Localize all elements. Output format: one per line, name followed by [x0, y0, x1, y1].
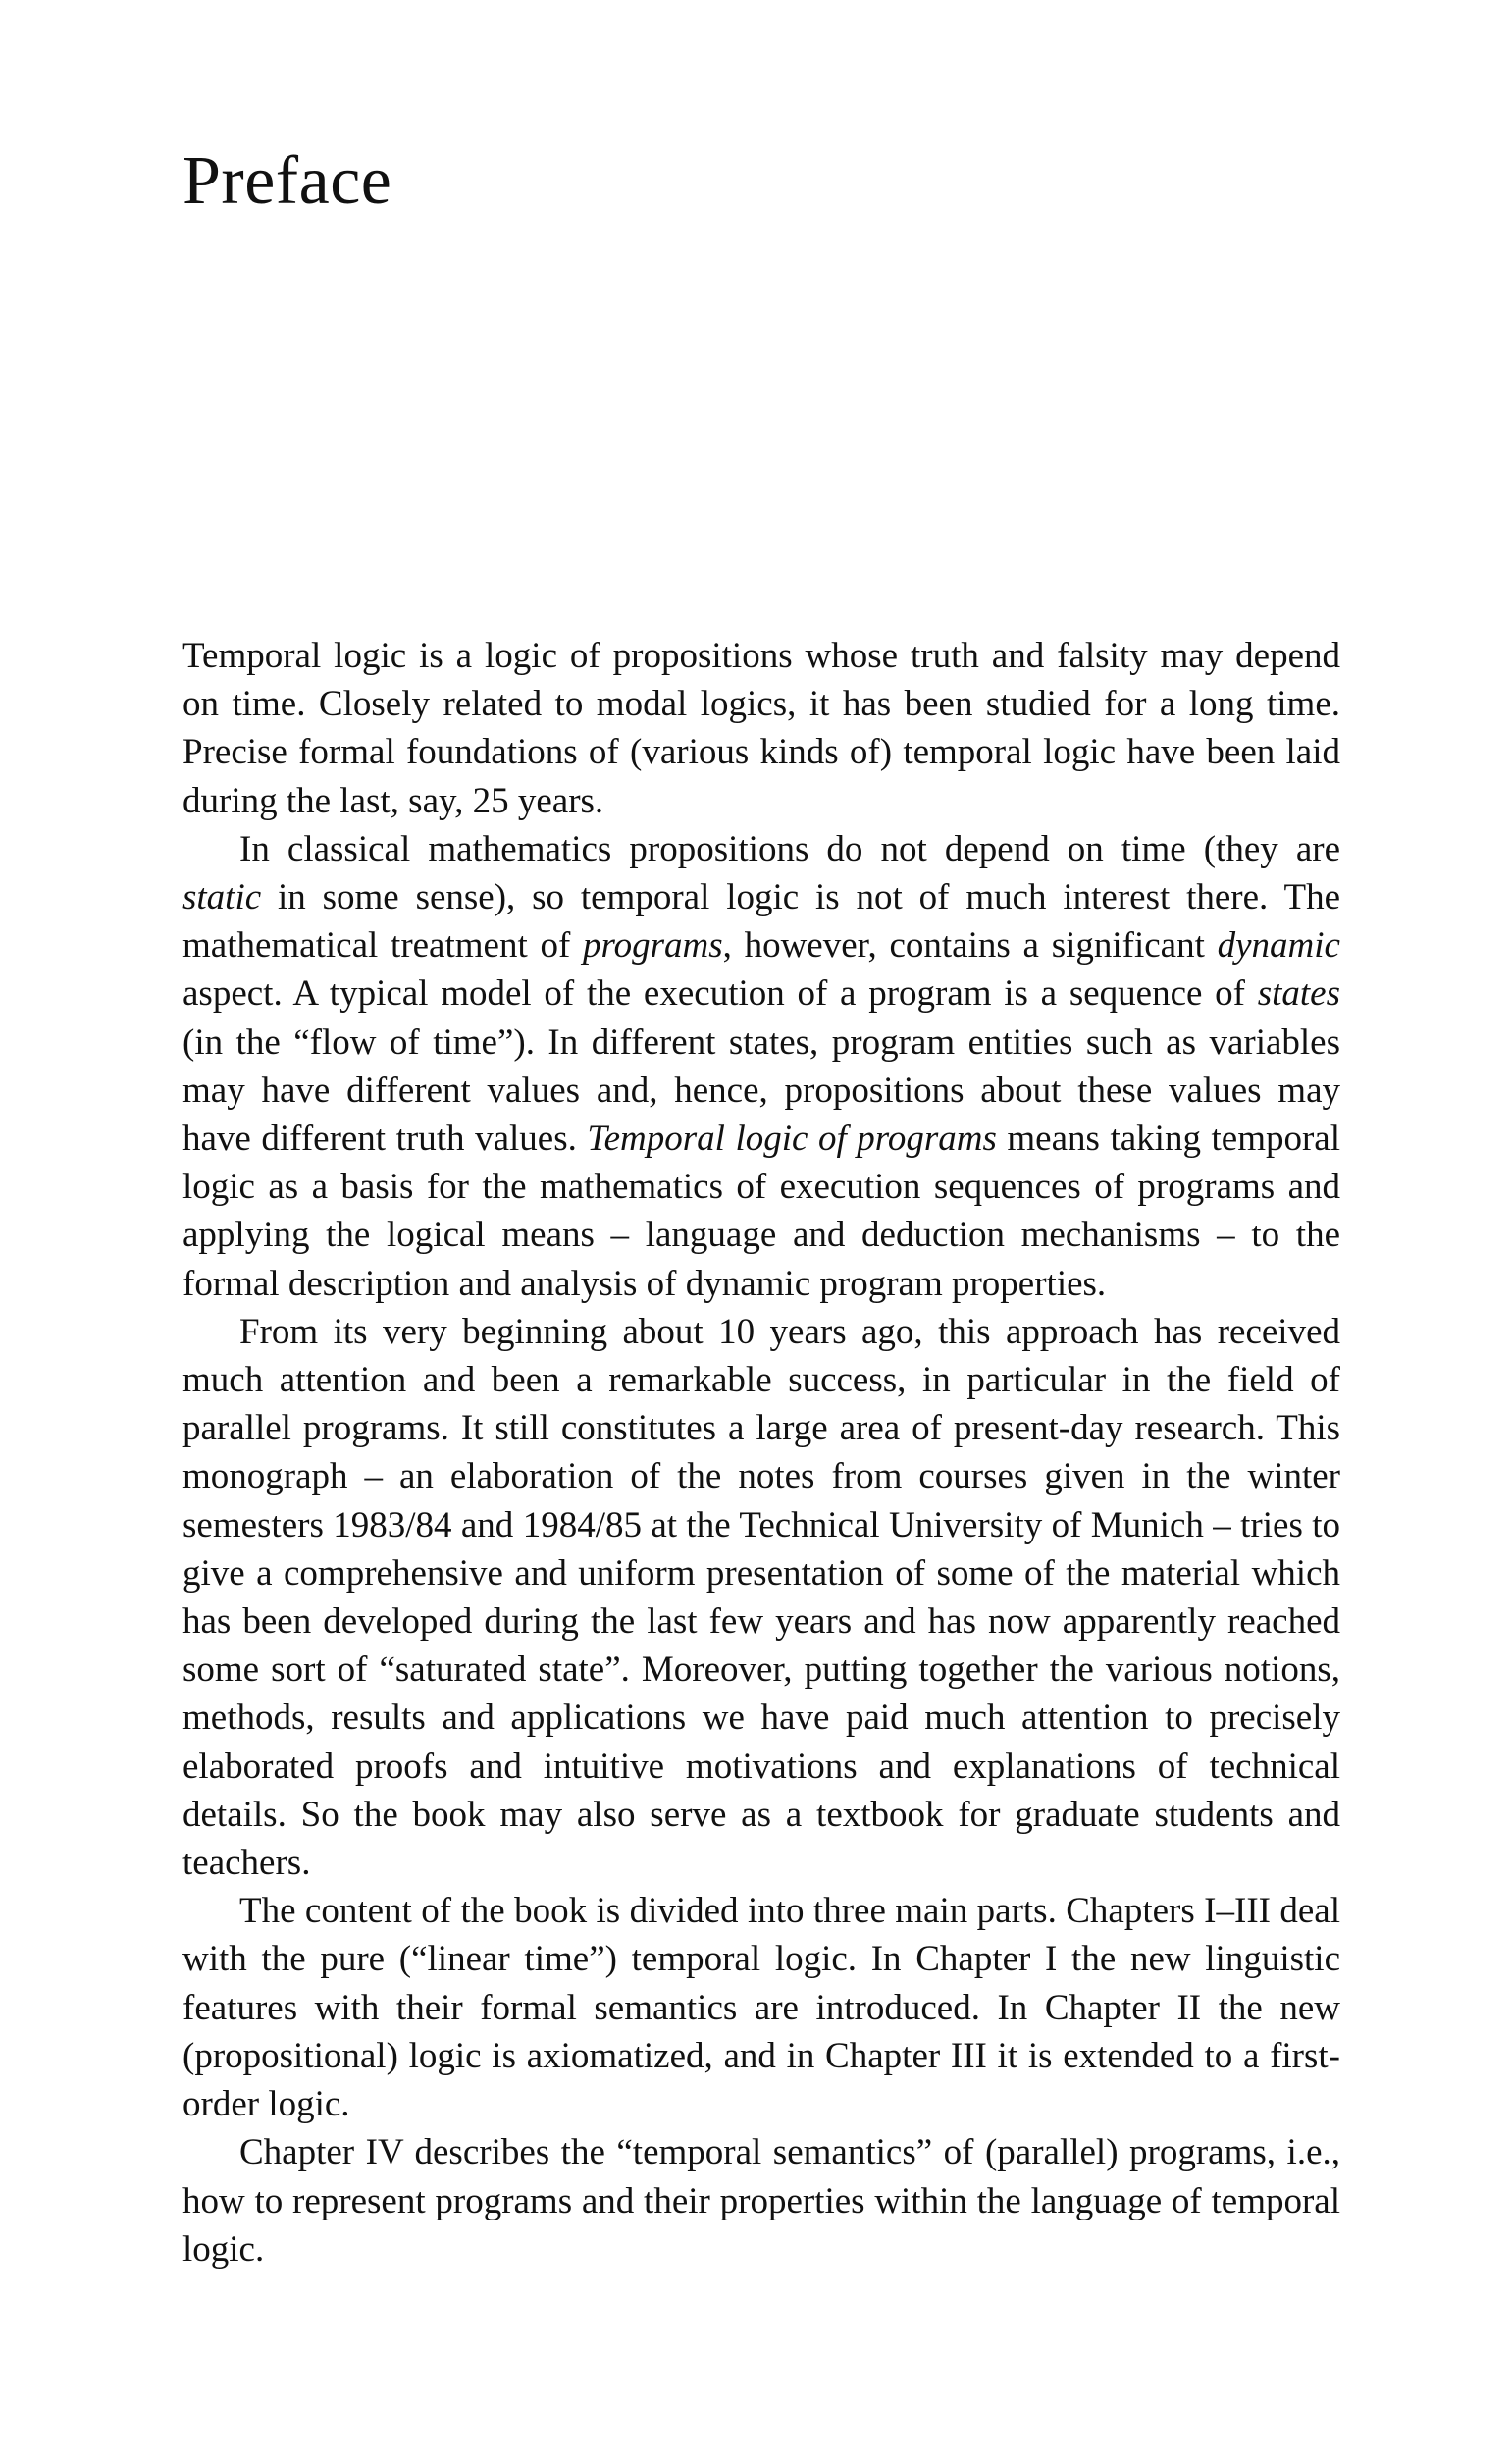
emphasis-temporal-logic-of-programs: Temporal logic of programs	[587, 1119, 997, 1160]
paragraph-2	[182, 825, 1340, 1308]
paragraph-3: From its very beginning about 10 years ago, this approach has received much attention and been a remarkable success, in particular in the field of parallel programs. It still constitutes a large area of present-day research. This monograph – an elaboration of the notes from courses given in the winter semesters 1983/84 and 1984/85 at the Technical University of Munich – tries to give a comprehensive and uniform presentation of some of the material which has been developed during the last few years and has now apparently reached some sort of “saturated state”. Moreover, putting together the various notions, methods, results and applications we have paid much attention to precisely elaborated proofs and intuitive motivations and explanations of technical details. So the book may also serve as a textbook for graduate students and teachers.	[182, 1311, 1340, 1884]
paragraph-4: The content of the book is divided into three main parts. Chapters I–III deal with the pure (“linear time”) temporal logic. In Chapter I the new linguistic features with their formal semantics are introduced. In Chapter II the new (propositional) logic is axiomatized, and in Chapter III it is extended to a first-order logic.	[182, 1891, 1340, 2125]
emphasis-states: states	[1257, 973, 1340, 1015]
preface-body	[182, 632, 1340, 2273]
paragraph-5: Chapter IV describes the “temporal semantics” of (parallel) programs, i.e., how to represent programs and their properties within the language of temporal logic.	[182, 2132, 1340, 2270]
emphasis-static: static	[182, 877, 262, 918]
paragraph-1: Temporal logic is a logic of propositions whose truth and falsity may depend on time. Closely related to modal logics, it has been studied for a long time. Precise formal foundations of (various kinds of) temporal logic have been laid during the last, say, 25 years.	[182, 636, 1340, 821]
paragraph-2-text-1: In classical mathematics propositions do not depend on time (they are	[239, 828, 1340, 869]
page-title: Preface	[182, 143, 392, 219]
emphasis-dynamic: dynamic	[1217, 925, 1340, 966]
paragraph-2-text-2: in some sense), so temporal logic is not of much interest there. The mathematical treatment of	[182, 877, 1340, 966]
paragraph-2-text-6: means taking temporal logic as a basis for the mathematics of execution sequences of programs and applying the logical means – language and deduction mechanisms – to the formal description and analysis of dynamic program properties.	[182, 1119, 1340, 1304]
paragraph-2-text-5: (in the “flow of time”). In different states, program entities such as variables may have different values and, hence, propositions about these values may have different truth values.	[182, 1021, 1340, 1160]
emphasis-programs: programs	[583, 925, 723, 966]
paragraph-2-text-4: aspect. A typical model of the execution of a program is a sequence of	[182, 973, 1258, 1015]
paragraph-2-text-3: , however, contains a significant	[722, 925, 1218, 966]
